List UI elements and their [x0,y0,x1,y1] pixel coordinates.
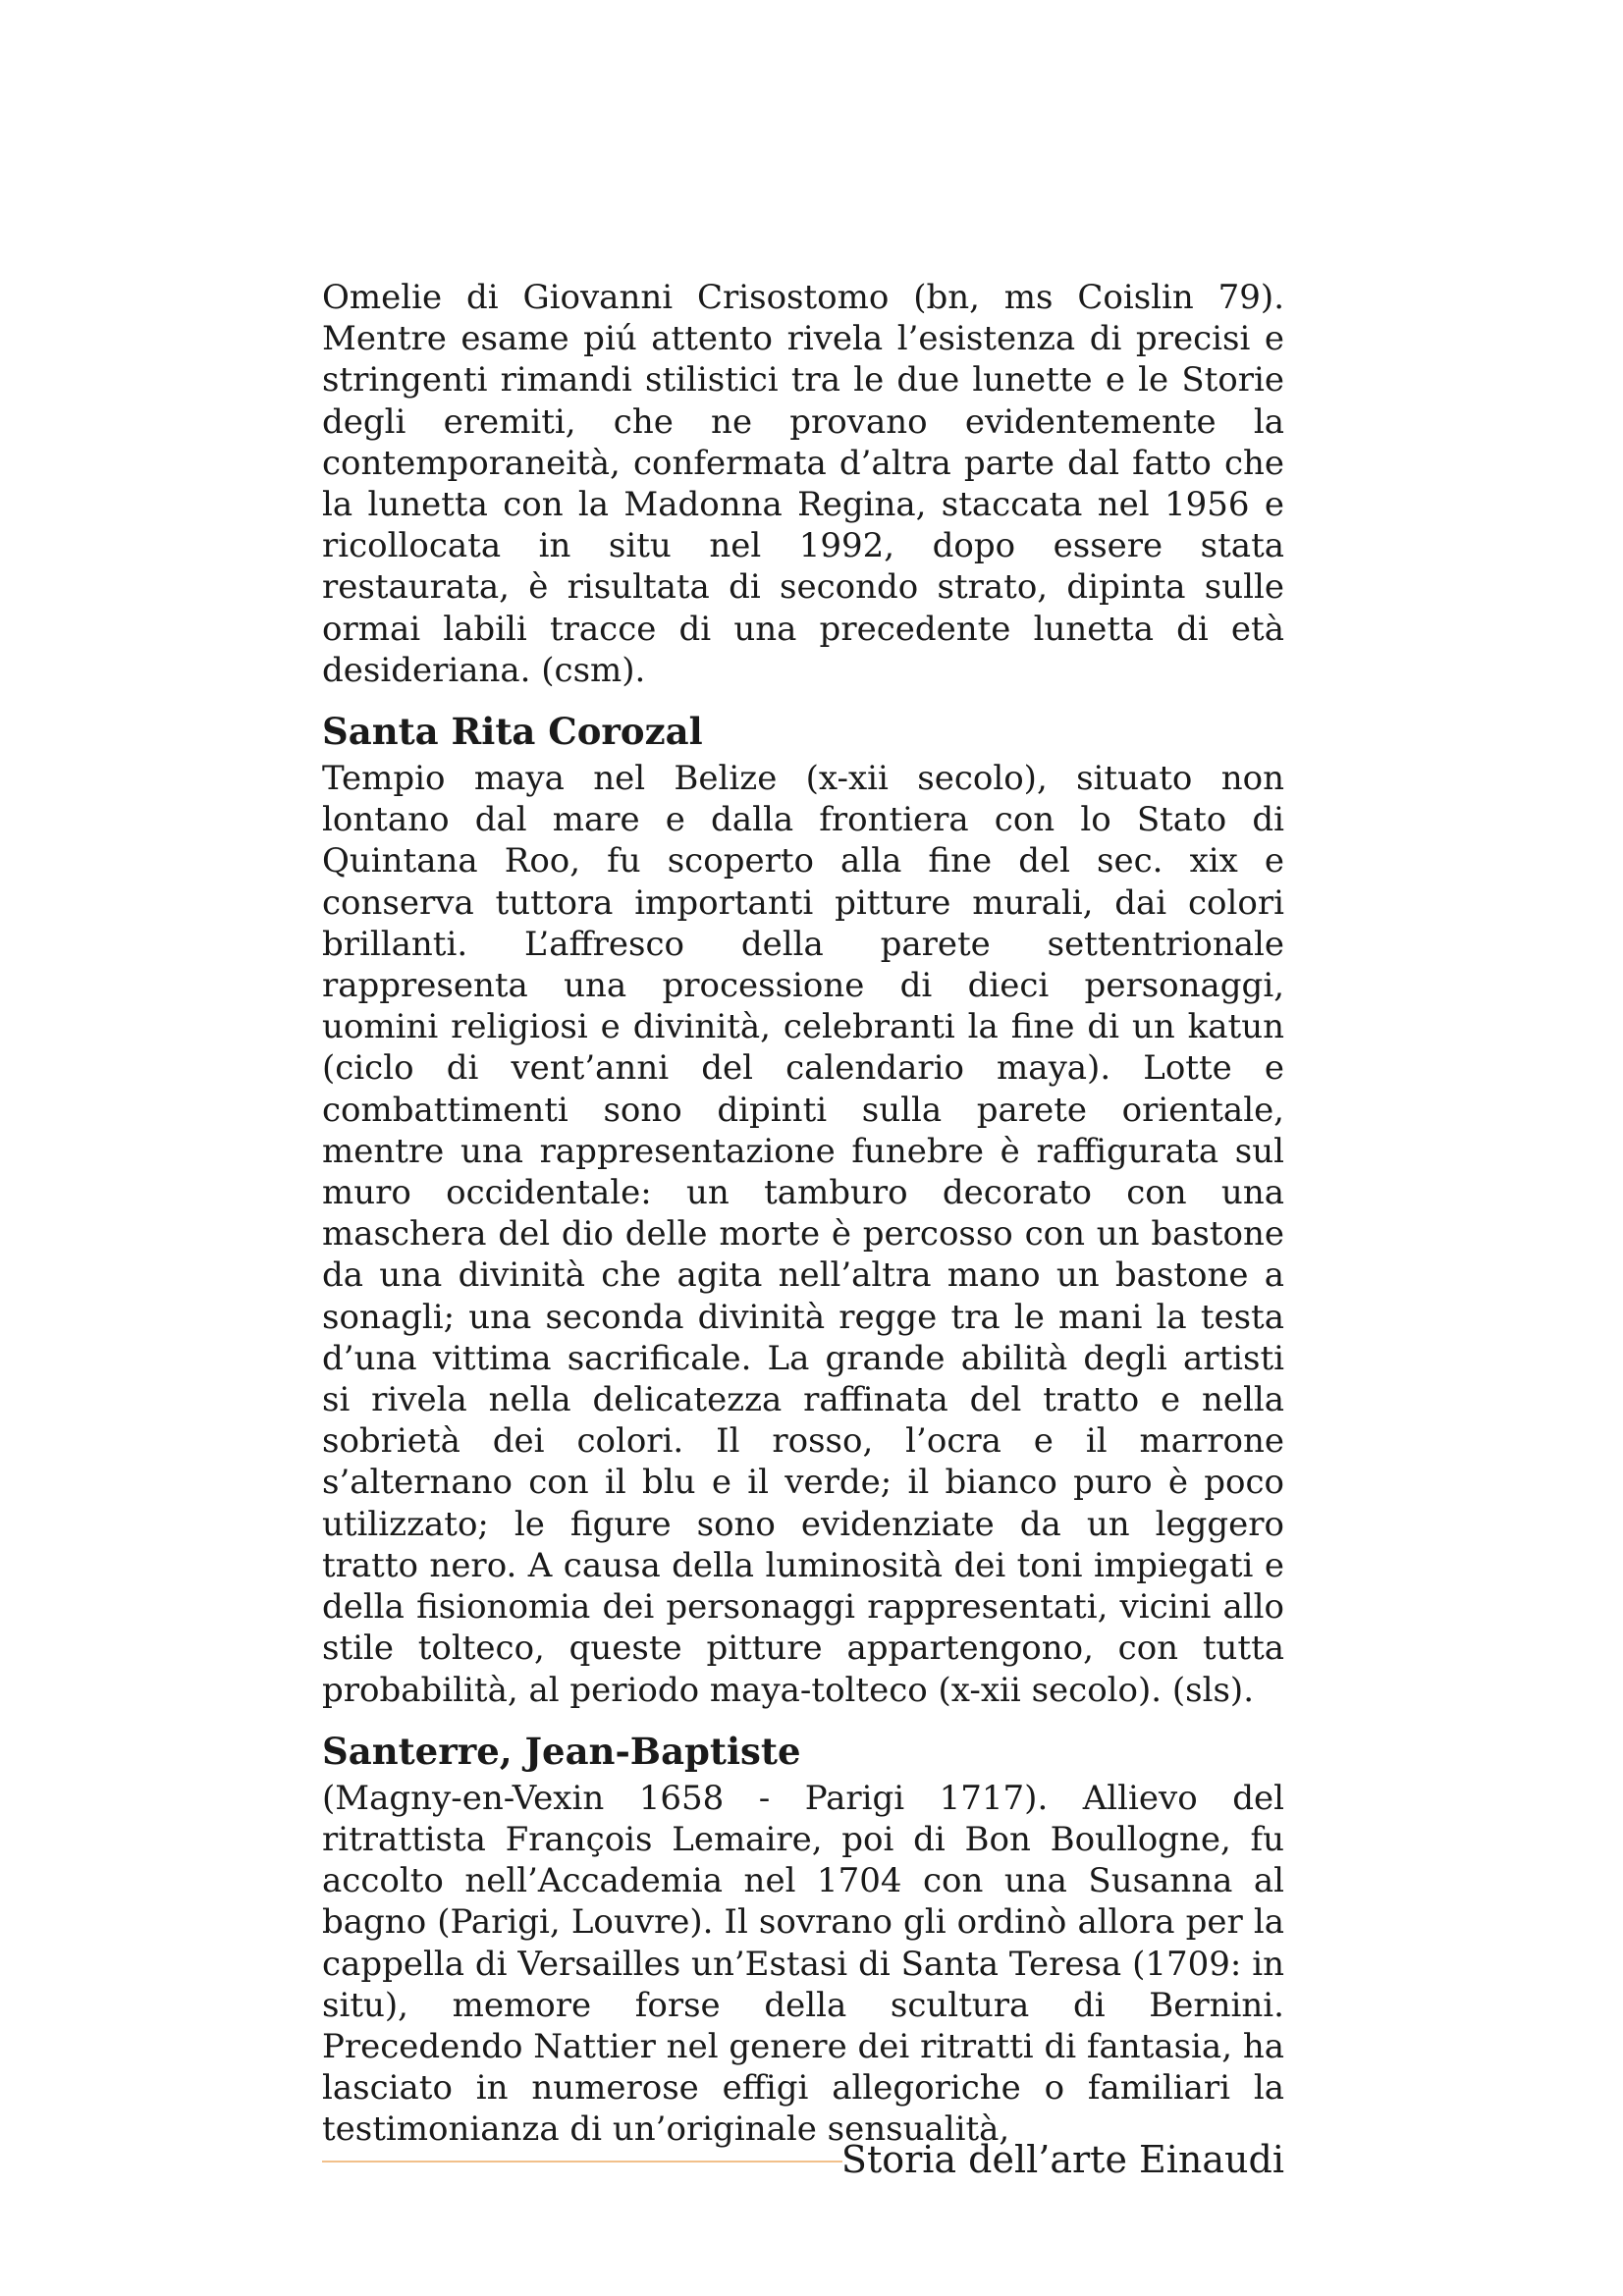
entry-text-santerre: (Magny-en-Vexin 1658 - Parigi 1717). Allievo del ritrattista François Lemaire, poi di Bon Boullogne, fu accolto nell’Accademia nel 1704 con una Susanna al bagno (Parigi, Louvre). Il sovrano gli ordinò allora per la cappella di Versailles un’Estasi di Santa Teresa (1709: in situ), memore forse della scultura di Bernini. Precedendo Nattier nel genere dei ritratti di fantasia, ha lasciato in numerose effigi allegoriche o familiari la testimonianza di un’originale sensualità, [322,1778,1284,2150]
page-body [322,277,1284,2151]
footer-label: Storia dell’arte Einaudi [840,2138,1284,2181]
continuation-paragraph: Omelie di Giovanni Crisostomo (bn, ms Coislin 79). Mentre esame piú attento rivela l’esistenza di precisi e stringenti rimandi stilistici tra le due lunette e le Storie degli eremiti, che ne provano evidentemente la contemporaneità, confermata d’altra parte dal fatto che la lunetta con la Madonna Regina, staccata nel 1956 e ricollocata in situ nel 1992, dopo essere stata restaurata, è risultata di secondo strato, dipinta sulle ormai labili tracce di una precedente lunetta di età desideriana. (csm). [322,278,1284,690]
entry-title-santerre: Santerre, Jean-Baptiste [322,1729,801,1773]
entry-text-santa-rita-corozal: Tempio maya nel Belize (x-xii secolo), situato non lontano dal mare e dalla frontiera con lo Stato di Quintana Roo, fu scoperto alla fine del sec. xix e conserva tuttora importanti pitture murali, dai colori brillanti. L’affresco della parete settentrionale rappresenta una processione di dieci personaggi, uomini religiosi e divinità, celebranti la fine di un katun (ciclo di vent’anni del calendario maya). Lotte e combattimenti sono dipinti sulla parete orientale, mentre una rappresentazione funebre è raffigurata sul muro occidentale: un tamburo decorato con una maschera del dio delle morte è percosso con un bastone da una divinità che agita nell’altra mano un bastone a sonagli; una seconda divinità regge tra le mani la testa d’una vittima sacrificale. La grande abilità degli artisti si rivela nella delicatezza raffinata del tratto e nella sobrietà dei colori. Il rosso, l’ocra e il marrone s’alternano con il blu e il verde; il bianco puro è poco utilizzato; le figure sono evidenziate da un leggero tratto nero. A causa della luminosità dei toni impiegati e della fisionomia dei personaggi rappresentati, vicini allo stile tolteco, queste pitture appartengono, con tutta probabilità, al periodo maya-tolteco (x-xii secolo). (sls). [322,759,1284,1710]
footer-rule [322,2161,842,2163]
entry-title-santa-rita-corozal: Santa Rita Corozal [322,710,703,754]
page-footer [322,2135,1284,2184]
